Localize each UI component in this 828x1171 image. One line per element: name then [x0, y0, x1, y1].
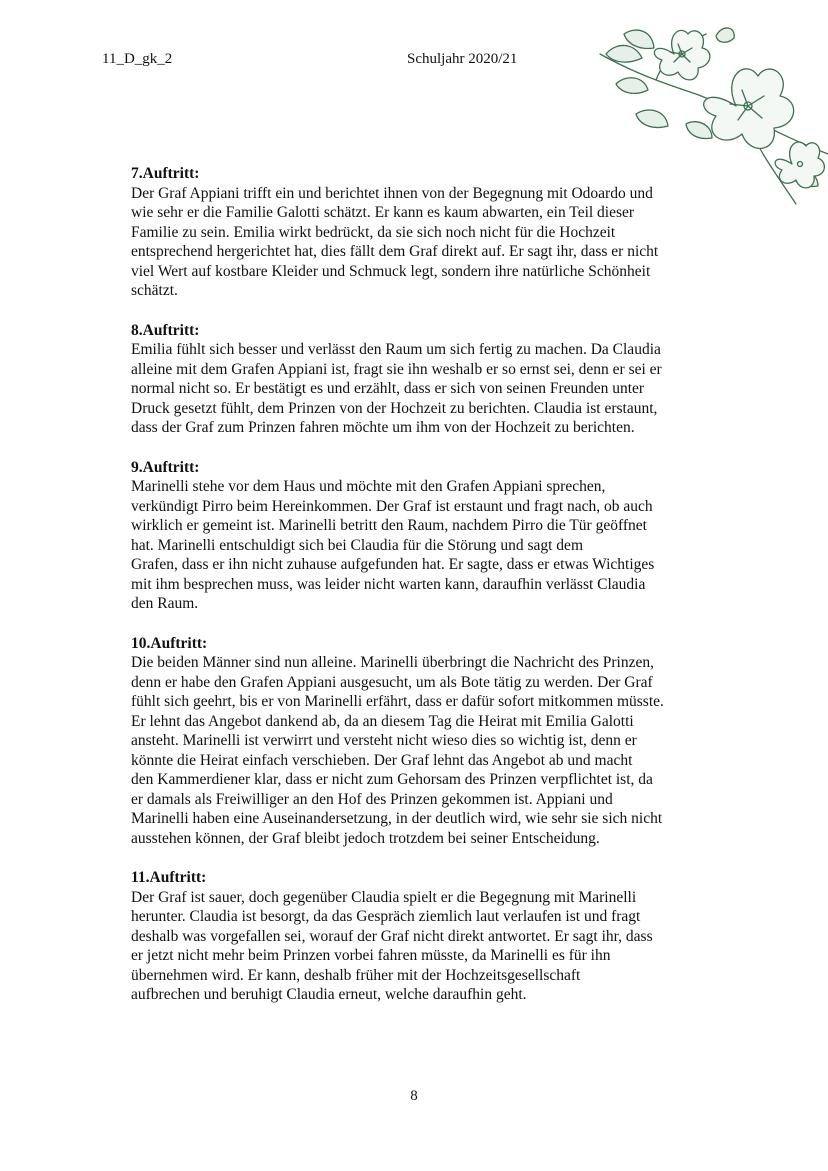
section-9	[131, 458, 706, 614]
text-line: er jetzt nicht mehr beim Prinzen vorbei fahren müsste, da Marinelli es für ihn	[131, 947, 611, 964]
text-line: aufbrechen und beruhigt Claudia erneut, welche daraufhin geht.	[131, 986, 527, 1003]
text-line: ausstehen können, der Graf bleibt jedoch trotzdem bei seiner Entscheidung.	[131, 829, 600, 847]
text-line: verkündigt Pirro beim Hereinkommen. Der Graf ist erstaunt und fragt nach, ob auch	[131, 497, 653, 515]
text-line: Grafen, dass er ihn nicht zuhause aufgefunden hat. Er sagte, dass er etwas Wichtiges	[131, 556, 655, 573]
text-line: mit ihm besprechen muss, was leider nicht warten kann, daraufhin verlässt Claudia	[131, 575, 646, 593]
text-line: entsprechend hergerichtet hat, dies fällt dem Graf direkt auf. Er sagt ihr, dass er nicht	[131, 243, 659, 260]
text-line: Der Graf ist sauer, doch gegenüber Claudia spielt er die Begegnung mit Marinelli	[131, 888, 637, 906]
text-line: Marinelli haben eine Auseinandersetzung, in der deutlich wird, wie sehr sie sich nicht	[131, 810, 663, 827]
section-10	[131, 634, 706, 849]
text-line: übernehmen wird. Er kann, deshalb früher mit der Hochzeitsgesellschaft	[131, 966, 581, 984]
page-number: 8	[410, 1088, 418, 1104]
text-line: wie sehr er die Familie Galotti schätzt. Er kann es kaum abwarten, ein Teil dieser	[131, 204, 635, 221]
section-title: 9.Auftritt:	[131, 458, 200, 476]
text-line: viel Wert auf kostbare Kleider und Schmuck legt, sondern ihre natürliche Schönheit	[131, 262, 651, 280]
text-line: deshalb was vorgefallen sei, worauf der Graf nicht direkt antwortet. Er sagt ihr, dass	[131, 927, 653, 945]
section-7	[131, 164, 706, 301]
header-left: 11_D_gk_2	[102, 51, 173, 67]
text-line: herunter. Claudia ist besorgt, da das Gespräch ziemlich laut verlaufen ist und fragt	[131, 908, 641, 925]
section-title: 10.Auftritt:	[131, 634, 208, 652]
text-line: alleine mit dem Grafen Appiani ist, fragt sie ihn weshalb er so ernst sei, denn er sei er	[131, 360, 662, 378]
header-center: Schuljahr 2020/21	[407, 51, 518, 67]
text-line: wirklich er gemeint ist. Marinelli betritt den Raum, nachdem Pirro die Tür geöffnet	[131, 517, 647, 534]
text-line: dass der Graf zum Prinzen fahren möchte um ihm von der Hochzeit zu berichten.	[131, 419, 635, 436]
text-line: ansteht. Marinelli ist verwirrt und versteht nicht wieso dies so wichtig ist, denn er	[131, 732, 637, 749]
text-line: hat. Marinelli entschuldigt sich bei Claudia für die Störung und sagt dem	[131, 536, 583, 554]
section-8	[131, 321, 706, 438]
document-body	[131, 164, 706, 1025]
text-line: denn er habe den Grafen Appiani ausgesucht, um als Bote tätig zu werden. Der Graf	[131, 673, 653, 691]
text-line: den Raum.	[131, 595, 199, 612]
text-line: normal nicht so. Er bestätigt es und erzählt, dass er sich von seinen Freunden unter	[131, 380, 645, 397]
text-line: könnte die Heirat einfach verschieben. Der Graf lehnt das Angebot ab und macht	[131, 751, 633, 769]
text-line: er damals als Freiwilliger an den Hof des Prinzen gekommen ist. Appiani und	[131, 790, 613, 808]
text-line: fühlt sich geehrt, bis er von Marinelli erfährt, dass er dafür sofort mitkommen müsste.	[131, 693, 664, 710]
section-11	[131, 868, 706, 1005]
text-line: Marinelli stehe vor dem Haus und möchte mit den Grafen Appiani sprechen,	[131, 478, 606, 495]
section-title: 11.Auftritt:	[131, 869, 207, 886]
text-line: Familie zu sein. Emilia wirkt bedrückt, da sie sich noch nicht für die Hochzeit	[131, 223, 616, 241]
text-line: Emilia fühlt sich besser und verlässt den Raum um sich fertig zu machen. Da Claudia	[131, 341, 661, 358]
text-line: Der Graf Appiani trifft ein und berichtet ihnen von der Begegnung mit Odoardo und	[131, 184, 653, 202]
text-line: schätzt.	[131, 282, 178, 299]
text-line: den Kammerdiener klar, dass er nicht zum Gehorsam des Prinzen verpflichtet ist, da	[131, 771, 653, 788]
section-title: 8.Auftritt:	[131, 321, 200, 339]
text-line: Die beiden Männer sind nun alleine. Marinelli überbringt die Nachricht des Prinzen,	[131, 654, 654, 671]
text-line: Druck gesetzt fühlt, dem Prinzen von der Hochzeit zu berichten. Claudia ist erstaunt,	[131, 399, 658, 417]
section-title: 7.Auftritt:	[131, 165, 200, 182]
text-line: Er lehnt das Angebot dankend ab, da an diesem Tag die Heirat mit Emilia Galotti	[131, 712, 634, 730]
